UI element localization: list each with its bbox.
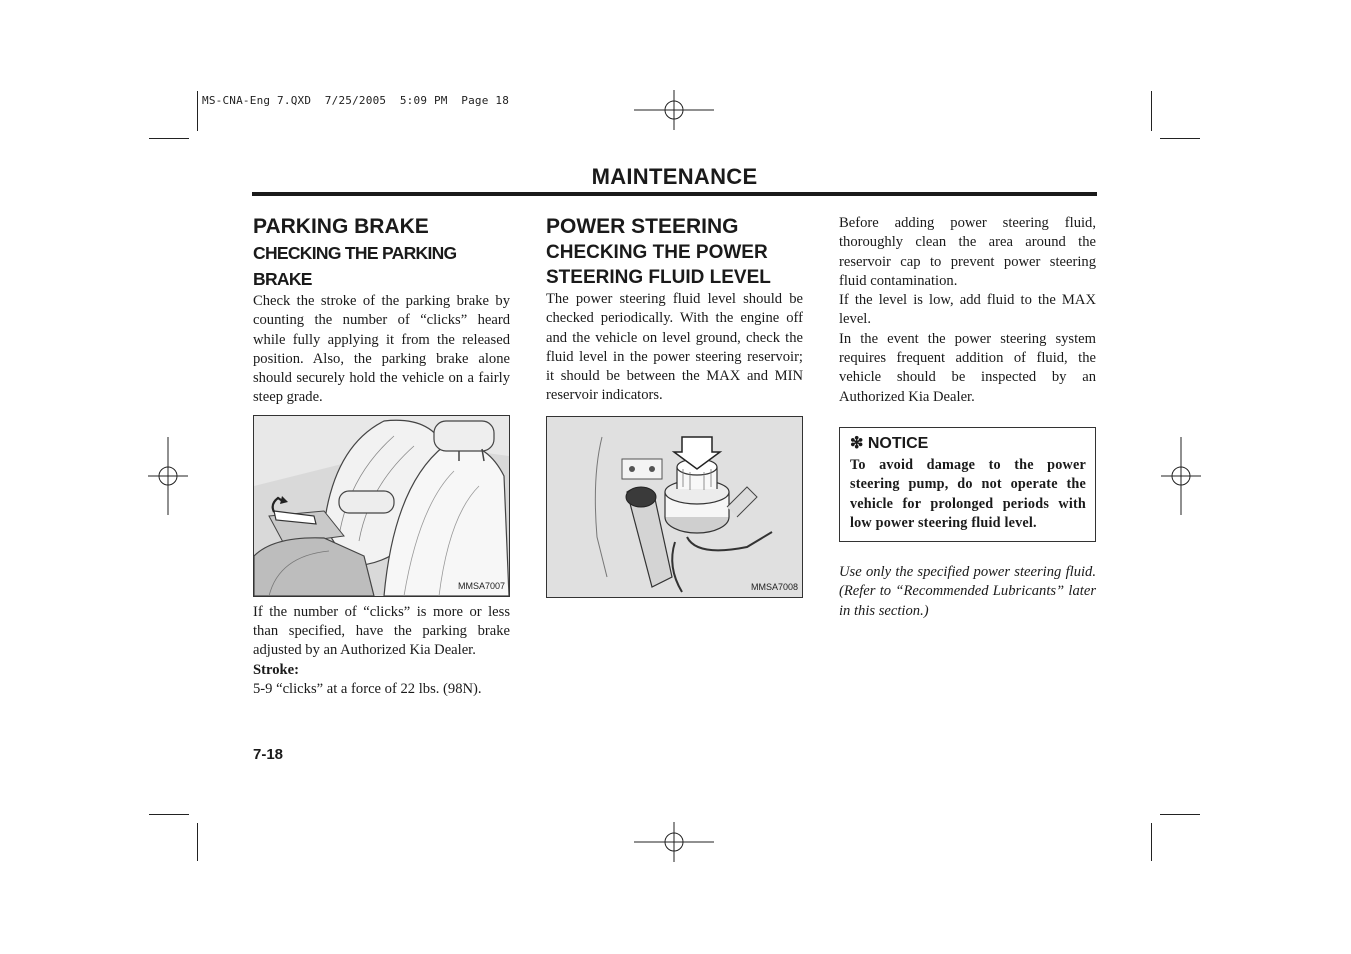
notice-box bbox=[839, 427, 1096, 542]
frequent-addition-text: In the event the power steering system requires frequent addition of fluid, the vehicle should be inspected by an Authorized Kia Dealer. bbox=[839, 330, 1096, 405]
notice-text: To avoid damage to the power steering pump, do not operate the vehicle for prolonged periods with low power steering fluid level. bbox=[850, 456, 1086, 531]
power-steering-figure bbox=[546, 416, 803, 598]
reservoir-illustration bbox=[547, 417, 802, 597]
figure-code: MMSA7007 bbox=[457, 580, 505, 591]
power-steering-intro: The power steering fluid level should be checked periodically. With the engine off and the vehicle on level ground, check the fluid level in the power steering reservoir; it should be between the MAX and MIN reservoir indicators. bbox=[546, 291, 803, 404]
parking-brake-figure bbox=[253, 415, 510, 597]
notice-icon: ❇ bbox=[850, 434, 864, 452]
section-title: POWER STEERING bbox=[546, 215, 739, 238]
low-level-text: If the level is low, add fluid to the MAX level. bbox=[839, 292, 1096, 328]
fluid-advice-section bbox=[839, 214, 1096, 621]
stroke-label: Stroke: bbox=[253, 661, 299, 678]
parking-brake-intro: Check the stroke of the parking brake by counting the number of “clicks” heard while fully applying it from the released position. Also, the parking brake alone should securely hold the vehicle on a fairly steep grade. bbox=[253, 293, 510, 406]
notice-title: NOTICE bbox=[867, 434, 929, 452]
registration-mark-top bbox=[634, 90, 714, 130]
section-subtitle: CHECKING THE PARKING BRAKE bbox=[253, 243, 457, 289]
stroke-value: 5-9 “clicks” at a force of 22 lbs. (98N). bbox=[253, 680, 482, 697]
seat-illustration bbox=[254, 416, 509, 596]
header-rule bbox=[252, 192, 1097, 196]
figure-code: MMSA7008 bbox=[750, 581, 798, 592]
page-header-title: MAINTENANCE bbox=[591, 164, 758, 189]
section-subtitle: CHECKING THE POWER STEERING FLUID LEVEL bbox=[546, 242, 771, 288]
notice-heading bbox=[850, 434, 1086, 454]
section-title: PARKING BRAKE bbox=[253, 215, 429, 238]
registration-mark-left bbox=[148, 437, 188, 515]
lubricant-note: Use only the specified power steering fluid. (Refer to “Recommended Lubricants” later in this section.) bbox=[839, 564, 1096, 619]
clean-reservoir-text: Before adding power steering fluid, thoroughly clean the area around the reservoir cap to prevent power steering fluid contamination. bbox=[839, 215, 1096, 289]
page-number: 7-18 bbox=[253, 746, 284, 763]
power-steering-section bbox=[546, 214, 803, 598]
parking-brake-adjust-text: If the number of “clicks” is more or less than specified, have the parking brake adjusted by an Authorized Kia Dealer. bbox=[253, 603, 510, 659]
registration-mark-bottom bbox=[634, 822, 714, 862]
parking-brake-section bbox=[253, 214, 510, 699]
registration-mark-right bbox=[1161, 437, 1201, 515]
print-slug: MS-CNA-Eng 7.QXD 7/25/2005 5:09 PM Page 18 bbox=[202, 94, 510, 107]
